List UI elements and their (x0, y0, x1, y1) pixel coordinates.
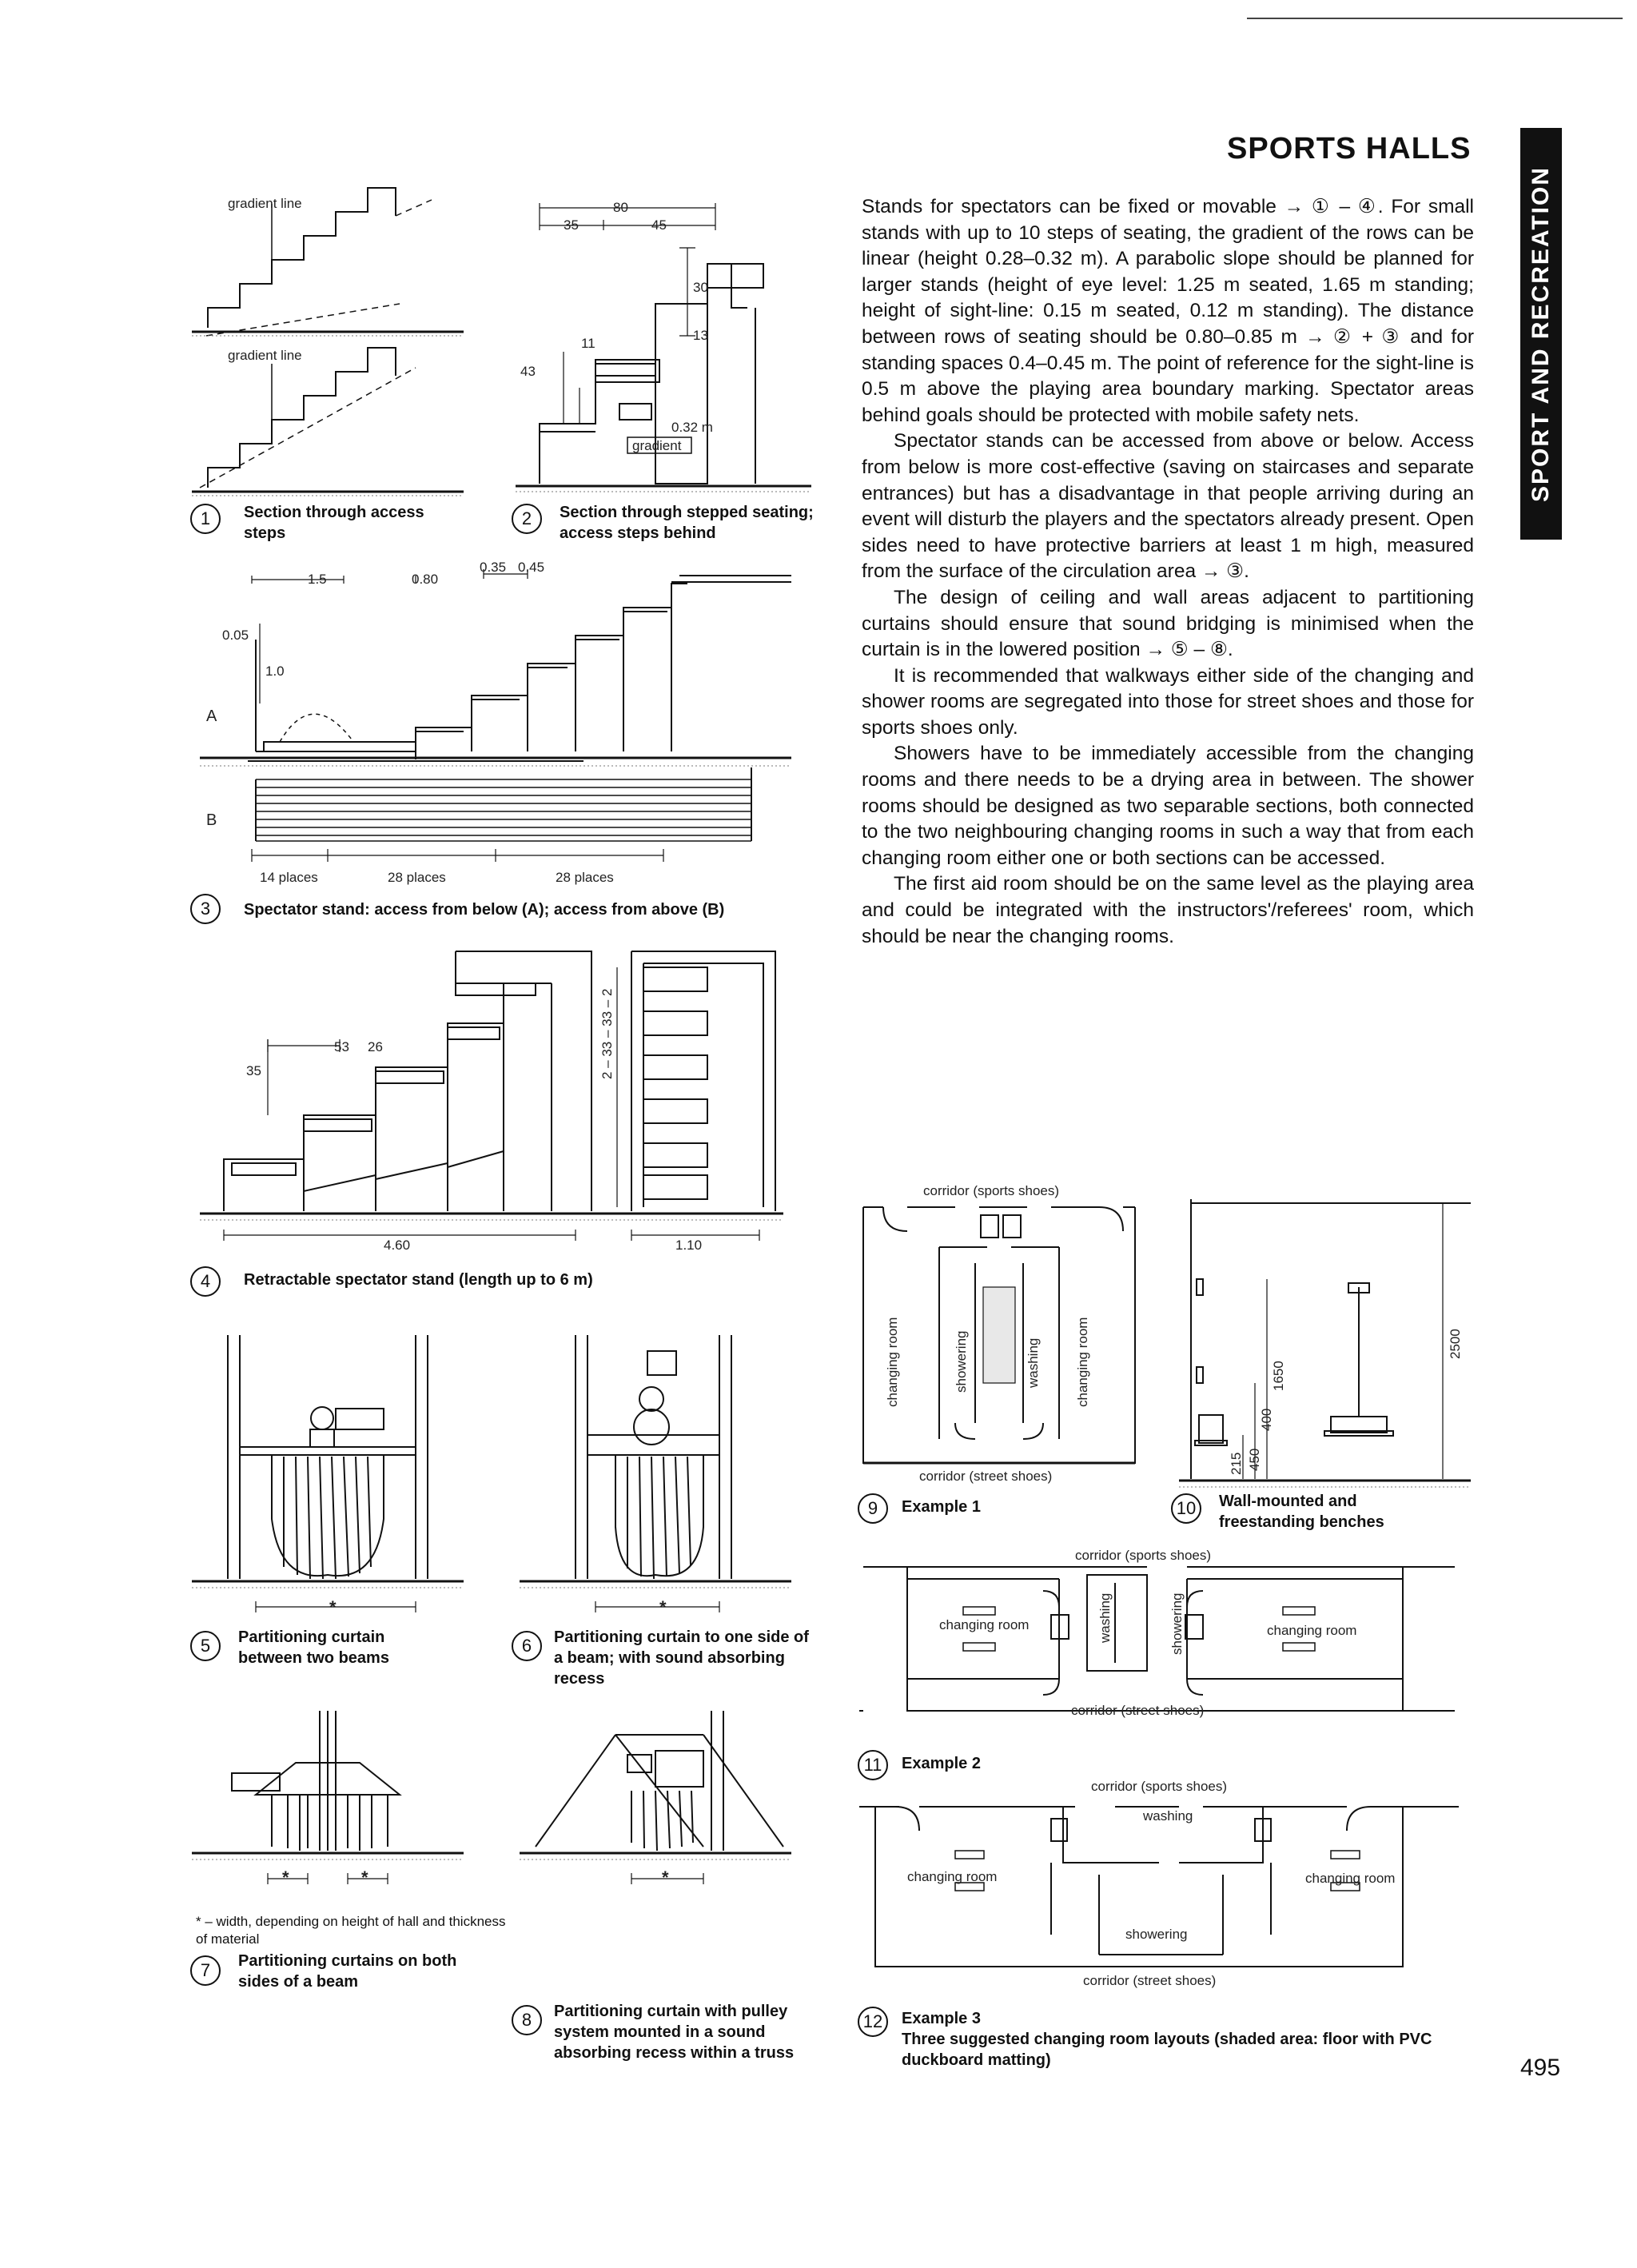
figure-5-number: 5 (190, 1631, 221, 1661)
figure-2-dim-30: 30 (693, 280, 708, 295)
figure-12-number: 12 (858, 2007, 888, 2037)
figure-7-footnote: * – width, depending on height of hall and thickness of material (196, 1914, 506, 1947)
figure-9-number: 9 (858, 1493, 888, 1524)
figure-1-drawing (192, 184, 480, 544)
body-text (862, 194, 1474, 950)
figure-4-caption: Retractable spectator stand (length up to 6 m) (244, 1271, 593, 1289)
figure-2-dim-45: 45 (651, 217, 667, 233)
figure-11-corridor-top: corridor (sports shoes) (1075, 1548, 1212, 1563)
figure-3-dim-1-5: 1.5 (308, 572, 327, 587)
figure-10-number: 10 (1171, 1493, 1201, 1524)
figure-3-caption: Spectator stand: access from below (A); access from above (B) (244, 901, 725, 919)
figure-3-dim-0-05: 0.05 (222, 628, 249, 643)
figure-2-dim-43: 43 (520, 364, 536, 379)
figure-3-label-b: B (206, 811, 217, 829)
page-number: 495 (1520, 2055, 1561, 2081)
figure-7-drawing (192, 1711, 480, 1903)
body-paragraph: It is recommended that walkways either side of the changing and shower rooms are segregated into those for street shoes and those for sports shoes only. (862, 664, 1474, 739)
page-title: SPORTS HALLS (1227, 132, 1472, 165)
figure-7-caption: Partitioning curtains on both sides of a beam (238, 1952, 457, 1991)
figure-11-number: 11 (858, 1750, 888, 1780)
figure-3-dim-0-80: 0.80 (412, 572, 439, 587)
figure-1-number: 1 (190, 504, 221, 534)
figure-11-drawing (859, 1543, 1467, 1727)
figure-12-changing-room-left: changing room (907, 1869, 998, 1884)
figure-10 (1179, 1199, 1483, 1495)
figure-1-gradient-label: gradient line (228, 348, 302, 363)
figure-4-dim-26: 26 (368, 1039, 383, 1054)
figure-10-dim-2500: 2500 (1448, 1329, 1463, 1359)
figure-1 (192, 184, 480, 544)
figure-5-caption: Partitioning curtain between two beams (238, 1628, 389, 1667)
section-side-tab (1520, 128, 1562, 540)
figure-10-dim-450: 450 (1247, 1448, 1262, 1471)
figure-6 (520, 1335, 807, 1631)
figure-8 (520, 1711, 807, 1903)
figure-11 (859, 1543, 1467, 1727)
figure-11-changing-room-left: changing room (939, 1617, 1030, 1632)
figure-1-caption: Section through access steps (244, 504, 424, 542)
figure-4-dim-4-60: 4.60 (384, 1238, 411, 1253)
figure-2-slope-label: 0.32 m (671, 420, 713, 435)
figure-3-label-a: A (206, 708, 217, 725)
figure-5-star: * (329, 1597, 337, 1617)
figure-11-washing: washing (1097, 1592, 1113, 1643)
figure-11-showering: showering (1169, 1592, 1185, 1655)
figure-4-dim-1-10: 1.10 (675, 1238, 703, 1253)
figure-1-gradient-label: gradient line (228, 196, 302, 211)
figure-9-drawing (859, 1183, 1147, 1495)
figure-2-dim-35: 35 (564, 217, 579, 233)
figure-6-number: 6 (512, 1631, 542, 1661)
figure-2 (516, 192, 819, 496)
figure-9-corridor-top: corridor (sports shoes) (923, 1183, 1060, 1198)
figure-12-caption: Example 3 (902, 2010, 981, 2027)
figure-12-showering: showering (1125, 1927, 1188, 1942)
figure-9-washing: washing (1026, 1337, 1041, 1388)
body-paragraph: Stands for spectators can be fixed or movable → ① – ④. For small stands with up to 10 steps of seating, the gradient of the rows can be linear (height 0.28–0.32 m). A parabolic slope should be planned for larger stands (height of eye level: 1.25 m seated, 1.65 m standing; height of sight-line: 0.15 m seated, 0.12 m standing). The distance between rows of seating should be 0.80–0.85 m → ② + ③ and for standing spaces 0.4–0.45 m. The point of reference for the sight-line is 0.5 m above the playing area boundary marking. Spectator areas behind goals should be protected with mobile safety nets. (862, 196, 1474, 426)
figure-3-places-28b: 28 places (556, 870, 614, 885)
figure-10-dim-1650: 1650 (1271, 1361, 1286, 1391)
body-paragraph: The first aid room should be on the same level as the playing area and could be integrated with the instructors'/referees' room, which should be near the changing rooms. (862, 873, 1474, 947)
figure-3-places-28a: 28 places (388, 870, 446, 885)
figure-6-caption: Partitioning curtain to one side of a beam; with sound absorbing recess (554, 1628, 809, 1688)
figure-2-gradient-label: gradient (632, 438, 682, 453)
figure-10-drawing (1179, 1199, 1483, 1495)
figure-9-showering: showering (954, 1330, 969, 1393)
figure-2-dim-13: 13 (693, 328, 708, 343)
figure-12 (859, 1775, 1475, 1991)
figure-9-corridor-bottom: corridor (street shoes) (919, 1469, 1053, 1484)
figure-5 (192, 1335, 480, 1631)
figure-4-dim-35: 35 (246, 1063, 261, 1078)
figure-3 (200, 560, 807, 887)
figure-11-changing-room-right: changing room (1267, 1623, 1357, 1638)
figure-5-drawing (192, 1335, 480, 1631)
figure-12-changing-room-right: changing room (1305, 1871, 1396, 1886)
figure-2-caption: Section through stepped seating; access steps behind (560, 504, 814, 542)
figure-8-number: 8 (512, 2005, 542, 2035)
figure-12-washing: washing (1143, 1808, 1193, 1824)
figure-4-number: 4 (190, 1266, 221, 1297)
body-paragraph: Showers have to be immediately accessible from the changing rooms and there needs to be a drying area in between. The shower rooms should be designed as two separable sections, both connected to the two neighbouring changing rooms in such a way that from each changing room either one or both sections can be accessed. (862, 743, 1474, 869)
figure-4-stack-dims: 2 – 33 – 33 – 2 (599, 988, 615, 1079)
figure-7-star: * (282, 1867, 289, 1887)
figure-2-number: 2 (512, 504, 542, 534)
figure-6-drawing (520, 1335, 807, 1631)
figure-3-drawing (200, 560, 807, 887)
figure-3-dim-0-45: 0.45 (518, 560, 545, 575)
body-paragraph: Spectator stands can be accessed from above or below. Access from below is more cost-effective (saving on staircases and separate entrances) but has a disadvantage in that people arriving during an event will disturb the players and the spectators already present. Open sides need to have protective barriers at least 1 m high, measured from the surface of the circulation area → ③. (862, 430, 1474, 583)
figure-9-changing-room-right: changing room (1075, 1317, 1090, 1407)
figure-7-star: * (361, 1867, 368, 1887)
figure-9-changing-room-left: changing room (885, 1317, 900, 1407)
figure-4-dim-53: 53 (334, 1039, 349, 1054)
figure-6-star: * (659, 1597, 667, 1617)
figure-12-corridor-bottom: corridor (street shoes) (1083, 1973, 1217, 1988)
section-side-tab-label: SPORT AND RECREATION (1527, 165, 1554, 502)
figure-7-number: 7 (190, 1955, 221, 1986)
figure-8-star: * (662, 1867, 669, 1887)
figure-2-dim-80: 80 (613, 200, 628, 215)
figure-10-dim-400: 400 (1259, 1408, 1274, 1431)
figure-8-caption: Partitioning curtain with pulley system mounted in a sound absorbing recess within a truss (554, 2003, 795, 2062)
figure-7 (192, 1711, 480, 1903)
figure-9-caption: Example 1 (902, 1498, 981, 1516)
top-rule (1247, 18, 1623, 19)
figure-3-number: 3 (190, 894, 221, 924)
figure-12-corridor-top: corridor (sports shoes) (1091, 1779, 1228, 1794)
figure-3-dim-0-35: 0.35 (480, 560, 507, 575)
figure-4 (200, 935, 791, 1271)
figure-11-corridor-bottom: corridor (street shoes) (1071, 1703, 1205, 1718)
figure-4-drawing (200, 935, 791, 1271)
figure-2-dim-11: 11 (581, 336, 595, 351)
figure-10-dim-215: 215 (1229, 1452, 1244, 1475)
figure-10-caption: Wall-mounted and freestanding benches (1219, 1493, 1384, 1531)
figure-9 (859, 1183, 1147, 1495)
figure-3-dim-1-0: 1.0 (265, 664, 285, 679)
figure-3-places-14: 14 places (260, 870, 318, 885)
figure-12-subcaption: Three suggested changing room layouts (shaded area: floor with PVC duckboard matting) (902, 2031, 1432, 2069)
figure-11-caption: Example 2 (902, 1755, 981, 1772)
body-paragraph: The design of ceiling and wall areas adjacent to partitioning curtains should ensure that sound bridging is minimised when the curtain is in the lowered position → ⑤ – ⑧. (862, 586, 1474, 661)
